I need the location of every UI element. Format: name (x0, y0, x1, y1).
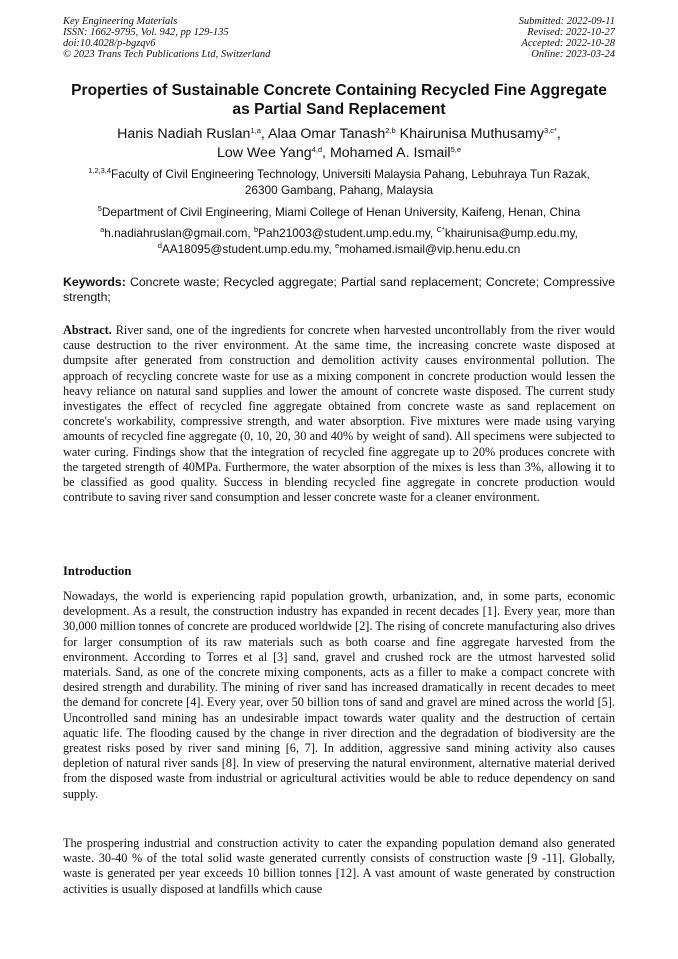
author-list (63, 125, 615, 163)
journal-header (63, 16, 270, 60)
doi-line: doi:10.4028/p-bgzqv6 (63, 38, 156, 49)
author-sup: 3,c* (543, 126, 557, 135)
author-name: Mohamed A. Ismail (329, 145, 451, 161)
email-address[interactable]: khairunisa@ump.edu.my, (444, 226, 578, 240)
affiliation-text: Department of Civil Engineering, Miami College of Henan University, Kaifeng, Henan, China (101, 205, 581, 219)
intro-paragraph-2: The prospering industrial and construction activity to cater the expanding population demand also generated waste. 30-40 % of the total solid waste generated currently consists of construction waste [9 -11]. Globally, waste is generated per year exceeds 10 billion tonnes [12]. A vast amount of waste generated by construction activities is usually disposed at landfills which cause (63, 836, 615, 896)
keywords-block (63, 275, 615, 305)
email-sup: b (253, 225, 259, 234)
keywords-text: Concrete waste; Recycled aggregate; Partial sand replacement; Concrete; Compressive strength; (63, 275, 615, 304)
accepted-date: Accepted: 2022-10-28 (521, 38, 615, 49)
email-address[interactable]: AA18095@student.ump.edu.my, (161, 242, 332, 256)
abstract-label: Abstract. (63, 323, 112, 337)
affiliation-text: Faculty of Civil Engineering Technology, Universiti Malaysia Pahang, Lebuhraya Tun Razak, (111, 167, 590, 181)
dates-header (519, 16, 615, 60)
paper-title (63, 81, 615, 119)
author-name: Alaa Omar Tanash (267, 126, 386, 142)
email-sup: e (334, 241, 340, 250)
email-address[interactable]: mohamed.ismail@vip.henu.edu.cn (339, 242, 521, 256)
affiliation-1 (63, 166, 615, 198)
section-heading-introduction: Introduction (63, 564, 132, 578)
author-sup: 1,a (250, 126, 261, 135)
email-address[interactable]: Pah21003@student.ump.edu.my, (258, 226, 434, 240)
copyright-line: © 2023 Trans Tech Publications Ltd, Switzerland (63, 49, 271, 60)
author-sup: 5,e (450, 145, 462, 154)
affiliation-2 (63, 204, 615, 220)
intro-paragraph-1: Nowadays, the world is experiencing rapid population growth, urbanization, and, in some parts, economic development. As a result, the construction industry has expanded in recent decades [1]. Every year, more than 30,000 million tonnes of concrete are produced worldwide [2]. The rising of concrete manufacturing also drives for larger consumption of its raw materials such as both coarse and fine aggregate harvested from the environment. According to Torres et al [3] sand, gravel and crushed rock are the utmost harvested solid materials. Sand, as one of the concrete mixing components, acts as a filler to make a compact concrete with desired strength and durability. The mining of river sand has increased dramatically in recent decades to meet the demand for concrete [4]. Every year, over 50 billion tons of sand and gravel are mined across the world [5]. Uncontrolled sand mining has an undesirable impact towards water quality and the destruction of certain aquatic life. The flooding caused by the change in river direction and the degradation of biodiversity are the greatest risks posed by river sand mining [6, 7]. In addition, aggressive sand mining activity also causes depletion of natural river sands [8]. In view of preserving the natural environment, alternative material derived from the disposed waste from industrial or agricultural activities would be able to reduce dependency on sand supply. (63, 589, 615, 801)
email-list (63, 225, 615, 257)
title-line-1: Properties of Sustainable Concrete Containing Recycled Fine Aggregate (71, 82, 607, 99)
title-line-2: as Partial Sand Replacement (232, 101, 446, 118)
email-address[interactable]: h.nadiahruslan@gmail.com, (104, 226, 251, 240)
author-sup: 2,b (385, 126, 396, 135)
affiliation-sup: 5 (97, 204, 102, 213)
online-date: Online: 2023-03-24 (531, 49, 615, 60)
abstract-block (63, 323, 615, 505)
author-name: Hanis Nadiah Ruslan (117, 126, 251, 142)
abstract-text: River sand, one of the ingredients for concrete when harvested uncontrollably from the river would cause destruction to the river environment. At the same time, the increasing concrete waste disposed at dumpsite after generated from construction and demolition activity causes environmental pollution. The approach of recycling concrete waste for use as a mixing component in concrete production would lessen the heavy reliance on natural sand supplies and lower the amount of concrete waste disposed. The current study investigates the effect of recycled fine aggregate obtained from concrete waste as sand replacement on concrete's workability, compressive strength, and water absorption. Five mixtures were made using varying amounts of recycled fine aggregate (0, 10, 20, 30 and 40% by weight of sand). All specimens were subjected to water curing. Findings show that the integration of recycled fine aggregate up to 20% produces concrete with the targeted strength of 40MPa. Furthermore, the water absorption of the mixes is less than 3%, allowing it to be classified as good quality. Success in blending recycled fine aggregate in concrete production would contribute to saving river sand consumption and lesser concrete waste for a cleaner environment. (63, 323, 615, 505)
issn-line: ISSN: 1662-9795, Vol. 942, pp 129-135 (63, 27, 229, 38)
author-sup: 4,d (311, 145, 323, 154)
email-sup: C* (436, 225, 445, 234)
affiliation-text: 26300 Gambang, Pahang, Malaysia (244, 183, 434, 197)
submitted-date: Submitted: 2022-09-11 (518, 16, 615, 27)
affiliation-sup: 1,2,3,4 (88, 166, 112, 175)
email-sup: a (100, 225, 105, 234)
author-name: Khairunisa Muthusamy (399, 126, 544, 142)
journal-name: Key Engineering Materials (63, 16, 178, 27)
revised-date: Revised: 2022-10-27 (527, 27, 615, 38)
keywords-label: Keywords: (63, 275, 126, 289)
email-sup: d (157, 241, 162, 250)
author-line-2: Low Wee Yang$^{4,d}$, Mohamed A. Ismail$^{5,e}$ (216, 145, 462, 161)
author-line-1: Hanis Nadiah Ruslan$^{1,a}$, Alaa Omar Tanash$^{2,b}$ Khairunisa Muthusamy$^{3,c*}$, (117, 126, 561, 142)
author-name: Low Wee Yang (216, 145, 312, 161)
